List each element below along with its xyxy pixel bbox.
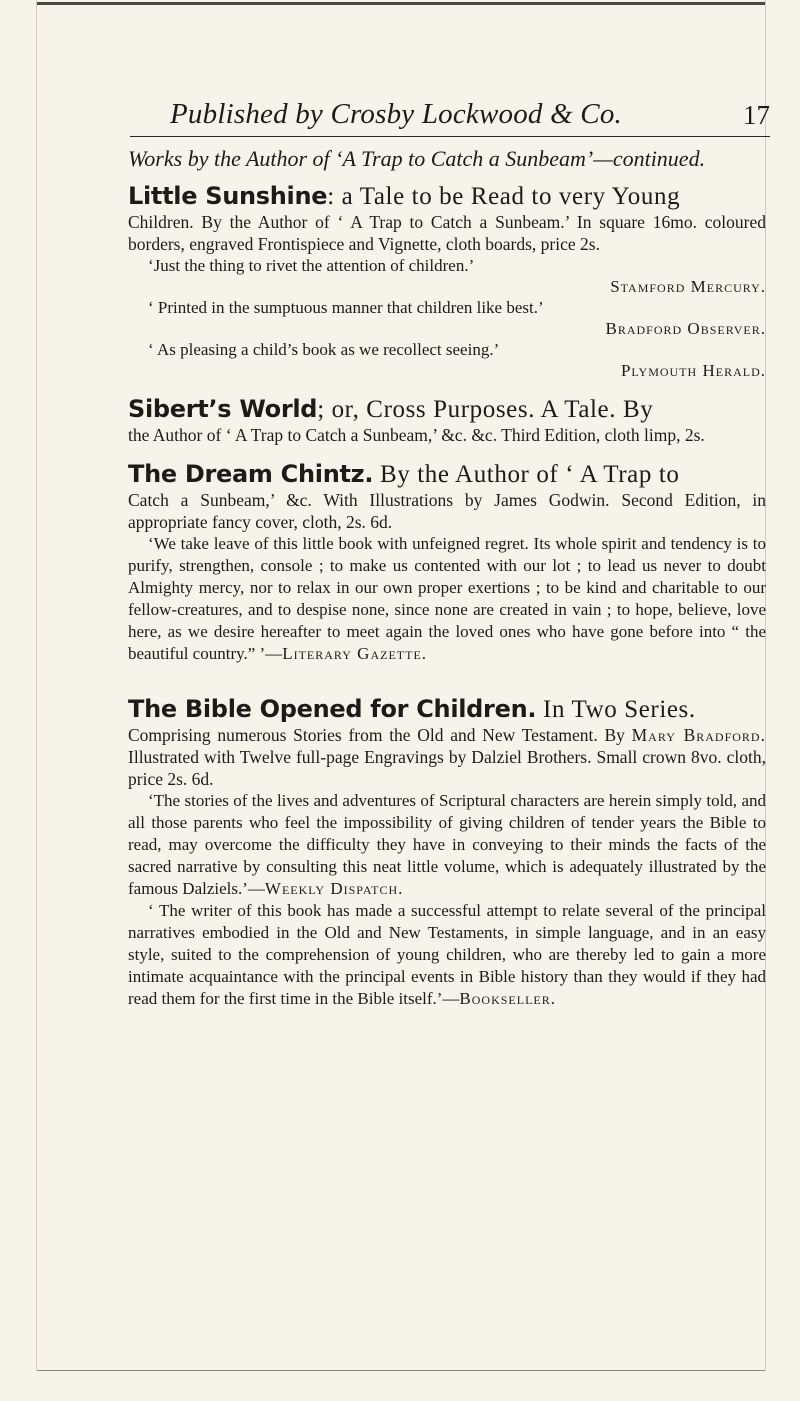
- title-lead: Sibert’s World: [128, 395, 318, 423]
- review-text: ‘ The writer of this book has made a successful attempt to relate several of the principal narratives embodied in the Old and New Testaments, in simple language, and in an easy style, suited to the comprehension of young children, who are thereby led to gain a more intimate acquaintance with the principal events in Bible history than they would if they had read them for the first time in the Bible itself.’—: [128, 901, 766, 1008]
- entry-description: Children. By the Author of ‘ A Trap to Catch a Sunbeam.’ In square 16mo. coloured borders, engraved Frontispiece and Vignette, cloth boards, price 2s.: [128, 212, 766, 254]
- title-lead: Little Sunshine: [128, 182, 328, 210]
- review-text: ‘We take leave of this little book with unfeigned regret. Its whole spirit and tendency is to purify, strengthen, console ; to make us contented with our lot ; to lead us never to doubt Almighty mercy, nor to relax in our own proper exertions ; to be kind and charitable to our fellow-creatures, and to despise none, since none are created in vain ; to hope, believe, love here, as we desire hereafter to meet again the loved ones who have gone before into “ the beautiful country.” ’—: [128, 534, 766, 663]
- review-source: Bookseller.: [459, 989, 557, 1008]
- title-rest: ; or, Cross Purposes. A Tale. By: [317, 396, 654, 423]
- section-spacer: [128, 679, 766, 695]
- top-rule: [37, 2, 765, 5]
- title-rest: In Two Series.: [536, 696, 696, 723]
- description-start: Comprising numerous Stories from the Old and New Testament. By: [128, 725, 632, 745]
- review-source: Literary Gazette.: [282, 644, 428, 663]
- review-quote: ‘ As pleasing a child’s book as we recollect seeing.’: [148, 340, 500, 359]
- review-source: Plymouth Herald.: [620, 361, 766, 380]
- review-paragraph: [128, 790, 766, 900]
- review-quote: ‘ Printed in the sumptuous manner that children like best.’: [148, 298, 544, 317]
- review-source: Weekly Dispatch.: [264, 879, 404, 898]
- title-rest: By the Author of ‘ A Trap to: [373, 461, 680, 488]
- entry-title: [128, 182, 766, 211]
- description-end: Illustrated with Twelve full-page Engravings by Dalziel Brothers. Small crown 8vo. cloth, price 2s. 6d.: [128, 747, 766, 789]
- entry-title: [128, 395, 766, 424]
- review-paragraph: [128, 900, 766, 1010]
- running-title: Published by Crosby Lockwood & Co.: [170, 98, 622, 130]
- entry-description: [128, 724, 766, 790]
- title-rest: : a Tale to be Read to very Young: [327, 183, 681, 210]
- entry-description: the Author of ‘ A Trap to Catch a Sunbeam,’ &c. &c. Third Edition, cloth limp, 2s.: [128, 425, 705, 445]
- review-paragraph: [128, 533, 766, 665]
- bottom-rule: [37, 1370, 765, 1371]
- review-quote: ‘Just the thing to rivet the attention of children.’: [148, 256, 475, 275]
- review-source: Bradford Observer.: [605, 319, 766, 338]
- entry-title: [128, 460, 766, 489]
- author-name: Mary Bradford.: [631, 725, 766, 745]
- entry-bible-opened: [128, 695, 766, 1010]
- section-heading: Works by the Author of ‘A Trap to Catch a Sunbeam’—continued.: [128, 146, 706, 171]
- entry-dream-chintz: [128, 460, 766, 665]
- entry-little-sunshine: [128, 182, 766, 381]
- review-text: ‘The stories of the lives and adventures of Scriptural characters are herein simply told, and all those parents who feel the impossibility of giving children of tender years the Bible to read, may overcome the difficulty they have in conveying to their minds the facts of the sacred narrative by consulting this neat little volume, which is adequately illustrated by the famous Dalziels.’—: [128, 791, 766, 898]
- title-lead: The Dream Chintz.: [128, 460, 374, 488]
- entry-siberts-world: [128, 395, 766, 446]
- entry-title: [128, 695, 766, 724]
- page-content: [128, 146, 766, 1024]
- page-number: 17: [743, 100, 770, 130]
- title-lead: The Bible Opened for Children.: [128, 695, 537, 723]
- review-source: Stamford Mercury.: [610, 277, 766, 296]
- entry-description: Catch a Sunbeam,’ &c. With Illustrations by James Godwin. Second Edition, in appropriate fancy cover, cloth, 2s. 6d.: [128, 490, 766, 532]
- running-head: [130, 96, 770, 137]
